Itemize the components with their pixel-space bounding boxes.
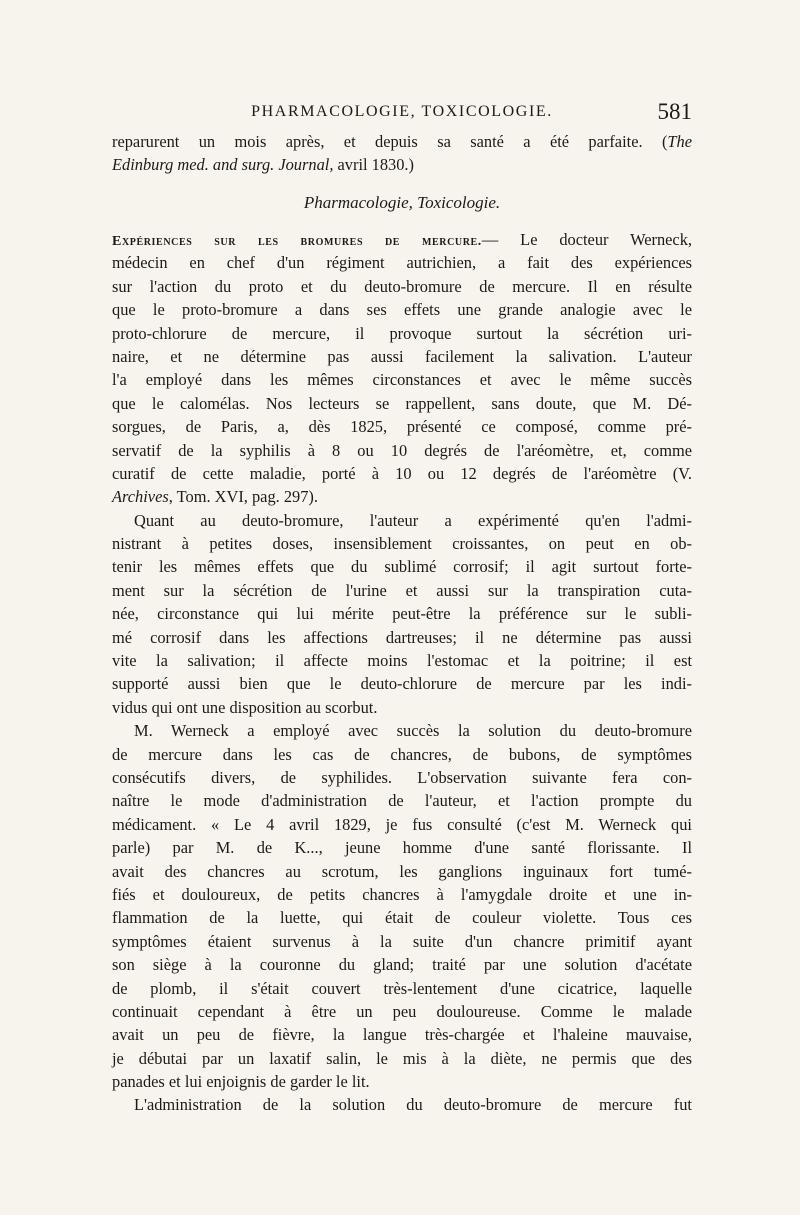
text-line: servatif de la syphilis à 8 ou 10 degrés de l'aréomètre, et, comme: [112, 440, 692, 460]
text-span: — Le docteur Werneck,: [481, 230, 692, 249]
text-line: sorgues, de Paris, a, dès 1825, présenté ce composé, comme pré-: [112, 417, 692, 437]
text-line: avait des chancres au scrotum, les ganglions inguinaux fort tumé-: [112, 861, 692, 881]
text-line: médicament. « Le 4 avril 1829, je fus consulté (c'est M. Werneck qui: [112, 814, 692, 834]
text-line: [112, 130, 692, 153]
text-line: vidus qui ont une disposition au scorbut.: [112, 697, 378, 717]
text-line: sur l'action du proto et du deuto-bromure de mercure. Il en résulte: [112, 276, 692, 296]
text-line: née, circonstance qui lui mérite peut-être la préférence sur le subli-: [112, 604, 692, 624]
text-span: reparurent un mois après, et depuis sa santé a été parfaite. (: [112, 132, 668, 151]
running-head-title: PHARMACOLOGIE, TOXICOLOGIE.: [251, 103, 553, 120]
article-title: Expériences sur les bromures de mercure.: [112, 234, 482, 249]
page-number: 581: [657, 99, 692, 124]
text-line: de mercure dans les cas de chancres, de bubons, de symptômes: [112, 744, 692, 764]
text-line: supporté aussi bien que le deuto-chlorure de mercure par les indi-: [112, 674, 692, 694]
text-line: [112, 485, 692, 508]
text-line: l'a employé dans les mêmes circonstances et avec le même succès: [112, 370, 692, 390]
text-line: tenir les mêmes effets que du sublimé corrosif; il agit surtout forte-: [112, 557, 692, 577]
text-line: que le calomélas. Nos lecteurs se rappellent, sans doute, que M. Dé-: [112, 393, 692, 413]
text-line: ment sur la sécrétion de l'urine et aussi sur la transpiration cuta-: [112, 580, 692, 600]
text-line: avait un peu de fièvre, la langue très-chargée et l'haleine mauvaise,: [112, 1025, 692, 1045]
text-line: curatif de cette maladie, porté à 10 ou 12 degrés de l'aréomètre (V.: [112, 463, 692, 483]
text-line: flammation de la luette, qui était de couleur violette. Tous ces: [112, 908, 692, 928]
text-line: de plomb, il s'était couvert très-lentement d'une cicatrice, laquelle: [112, 978, 692, 998]
text-line: mé corrosif dans les affections dartreuses; il ne détermine pas aussi: [112, 627, 692, 647]
text-line: je débutai par un laxatif salin, le mis à la diète, ne permis que des: [112, 1048, 692, 1068]
journal-title: Edinburg med. and surg. Journal,: [112, 155, 334, 175]
text-line: consécutifs divers, de syphilides. L'observation suivante fera con-: [112, 767, 692, 787]
text-line: son siège à la couronne du gland; traité par une solution d'acétate: [112, 955, 692, 975]
text-span: avril 1830.): [333, 155, 414, 175]
text-line: Quant au deuto-bromure, l'auteur a expérimenté qu'en l'admi-: [134, 510, 692, 530]
article-body: [112, 228, 692, 1117]
text-line: panades et lui enjoignis de garder le lit.: [112, 1072, 370, 1092]
text-line: nistrant à petites doses, insensiblement croissantes, on peut en ob-: [112, 534, 692, 554]
text-line: symptômes étaient survenus à la suite d'un chancre primitif ayant: [112, 931, 692, 951]
journal-title: Archives: [112, 487, 169, 507]
text-line: que le proto-bromure a dans ses effets une grande analogie avec le: [112, 300, 692, 320]
text-line: M. Werneck a employé avec succès la solution du deuto-bromure: [134, 721, 692, 741]
text-line: vite la salivation; il affecte moins l'estomac et la poitrine; il est: [112, 651, 692, 671]
text-line: [112, 153, 692, 176]
text-line: médecin en chef d'un régiment autrichien, a fait des expériences: [112, 253, 692, 273]
section-heading: Pharmacologie, Toxicologie.: [303, 193, 501, 212]
text-line: continuait cependant à être un peu douloureuse. Comme le malade: [112, 1001, 692, 1021]
text-line: parle) par M. de K..., jeune homme d'une santé florissante. Il: [112, 838, 692, 858]
journal-title-start: The: [667, 132, 692, 151]
text-line: proto-chlorure de mercure, il provoque surtout la sécrétion uri-: [112, 323, 692, 343]
text-span: , Tom. XVI, pag. 297).: [168, 487, 318, 507]
text-line: fiés et douloureux, de petits chancres à l'amygdale droite et une in-: [112, 884, 692, 904]
text-line: [112, 228, 692, 251]
intro-paragraph: [112, 130, 692, 177]
running-head: [112, 99, 692, 127]
text-line: naire, et ne détermine pas aussi facilement la salivation. L'auteur: [112, 346, 692, 366]
text-line: L'administration de la solution du deuto-bromure de mercure fut: [134, 1095, 692, 1115]
text-line: naître le mode d'administration de l'auteur, et l'action prompte du: [112, 791, 692, 811]
